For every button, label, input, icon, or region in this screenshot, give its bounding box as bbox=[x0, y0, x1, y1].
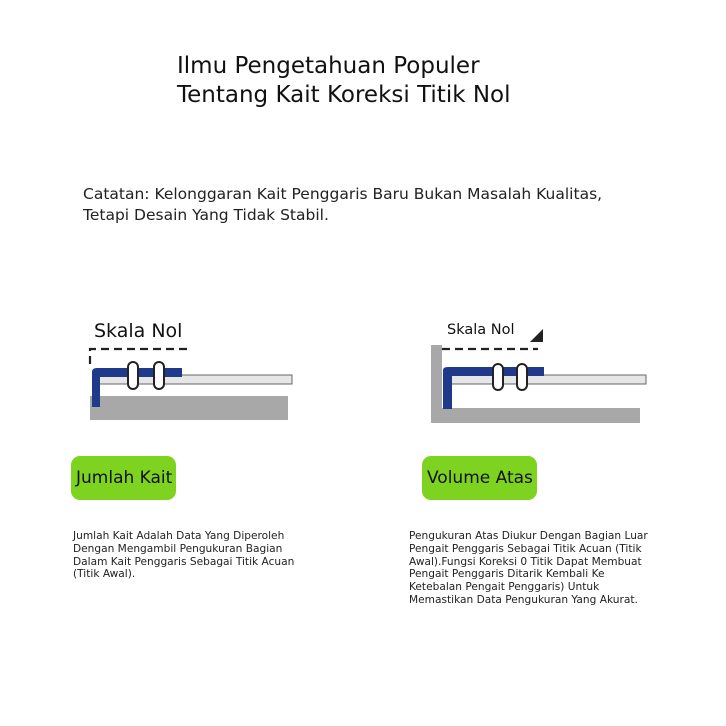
diagram-left-svg bbox=[70, 312, 310, 432]
description-line: Ketebalan Pengait Penggaris) Untuk bbox=[409, 581, 600, 594]
description-external-measure bbox=[409, 530, 648, 607]
description-line: Dengan Mengambil Pengukuran Bagian bbox=[73, 542, 283, 555]
page-title bbox=[177, 52, 597, 110]
wall-surface bbox=[431, 345, 442, 423]
description-line: Awal).Fungsi Koreksi 0 Titik Dapat Membuat bbox=[409, 555, 642, 568]
tape-blade bbox=[450, 375, 646, 384]
description-line: Pengait Penggaris Sebagai Titik Acuan (Titik bbox=[409, 542, 642, 555]
description-internal-measure bbox=[73, 530, 294, 581]
scale-zero-label: Skala Nol bbox=[447, 322, 515, 338]
title-line-1: Ilmu Pengetahuan Populer bbox=[177, 53, 480, 79]
scale-zero-label: Skala Nol bbox=[94, 320, 183, 342]
diagram-external-measure bbox=[420, 312, 660, 432]
badge-external-measure: Volume Atas bbox=[422, 456, 537, 500]
title-line-2: Tentang Kait Koreksi Titik Nol bbox=[177, 82, 511, 108]
rivet-icon bbox=[128, 362, 138, 389]
description-line: Pengait Penggaris Ditarik Kembali Ke bbox=[409, 568, 605, 581]
rivet-icon bbox=[493, 364, 503, 390]
description-line: Dalam Kait Penggaris Sebagai Titik Acuan bbox=[73, 555, 295, 568]
description-line: Pengukuran Atas Diukur Dengan Bagian Luar bbox=[409, 530, 648, 542]
rivet-icon bbox=[154, 362, 164, 389]
corner-arrow-icon bbox=[530, 329, 543, 342]
rivet-icon bbox=[517, 364, 527, 390]
base-surface bbox=[90, 396, 288, 420]
note-line-2: Tetapi Desain Yang Tidak Stabil. bbox=[83, 206, 329, 224]
dashed-measure-line bbox=[90, 349, 190, 364]
diagram-internal-measure bbox=[70, 312, 310, 432]
description-line: Jumlah Kait Adalah Data Yang Diperoleh bbox=[73, 530, 285, 542]
note-text bbox=[83, 184, 703, 226]
description-line: Memastikan Data Pengukuran Yang Akurat. bbox=[409, 593, 638, 606]
base-surface bbox=[442, 408, 640, 423]
note-line-1: Catatan: Kelonggaran Kait Penggaris Baru Bukan Masalah Kualitas, bbox=[83, 185, 603, 203]
badge-internal-measure: Jumlah Kait bbox=[71, 456, 176, 500]
description-line: (Titik Awal). bbox=[73, 568, 136, 581]
diagram-right-svg bbox=[420, 312, 660, 432]
